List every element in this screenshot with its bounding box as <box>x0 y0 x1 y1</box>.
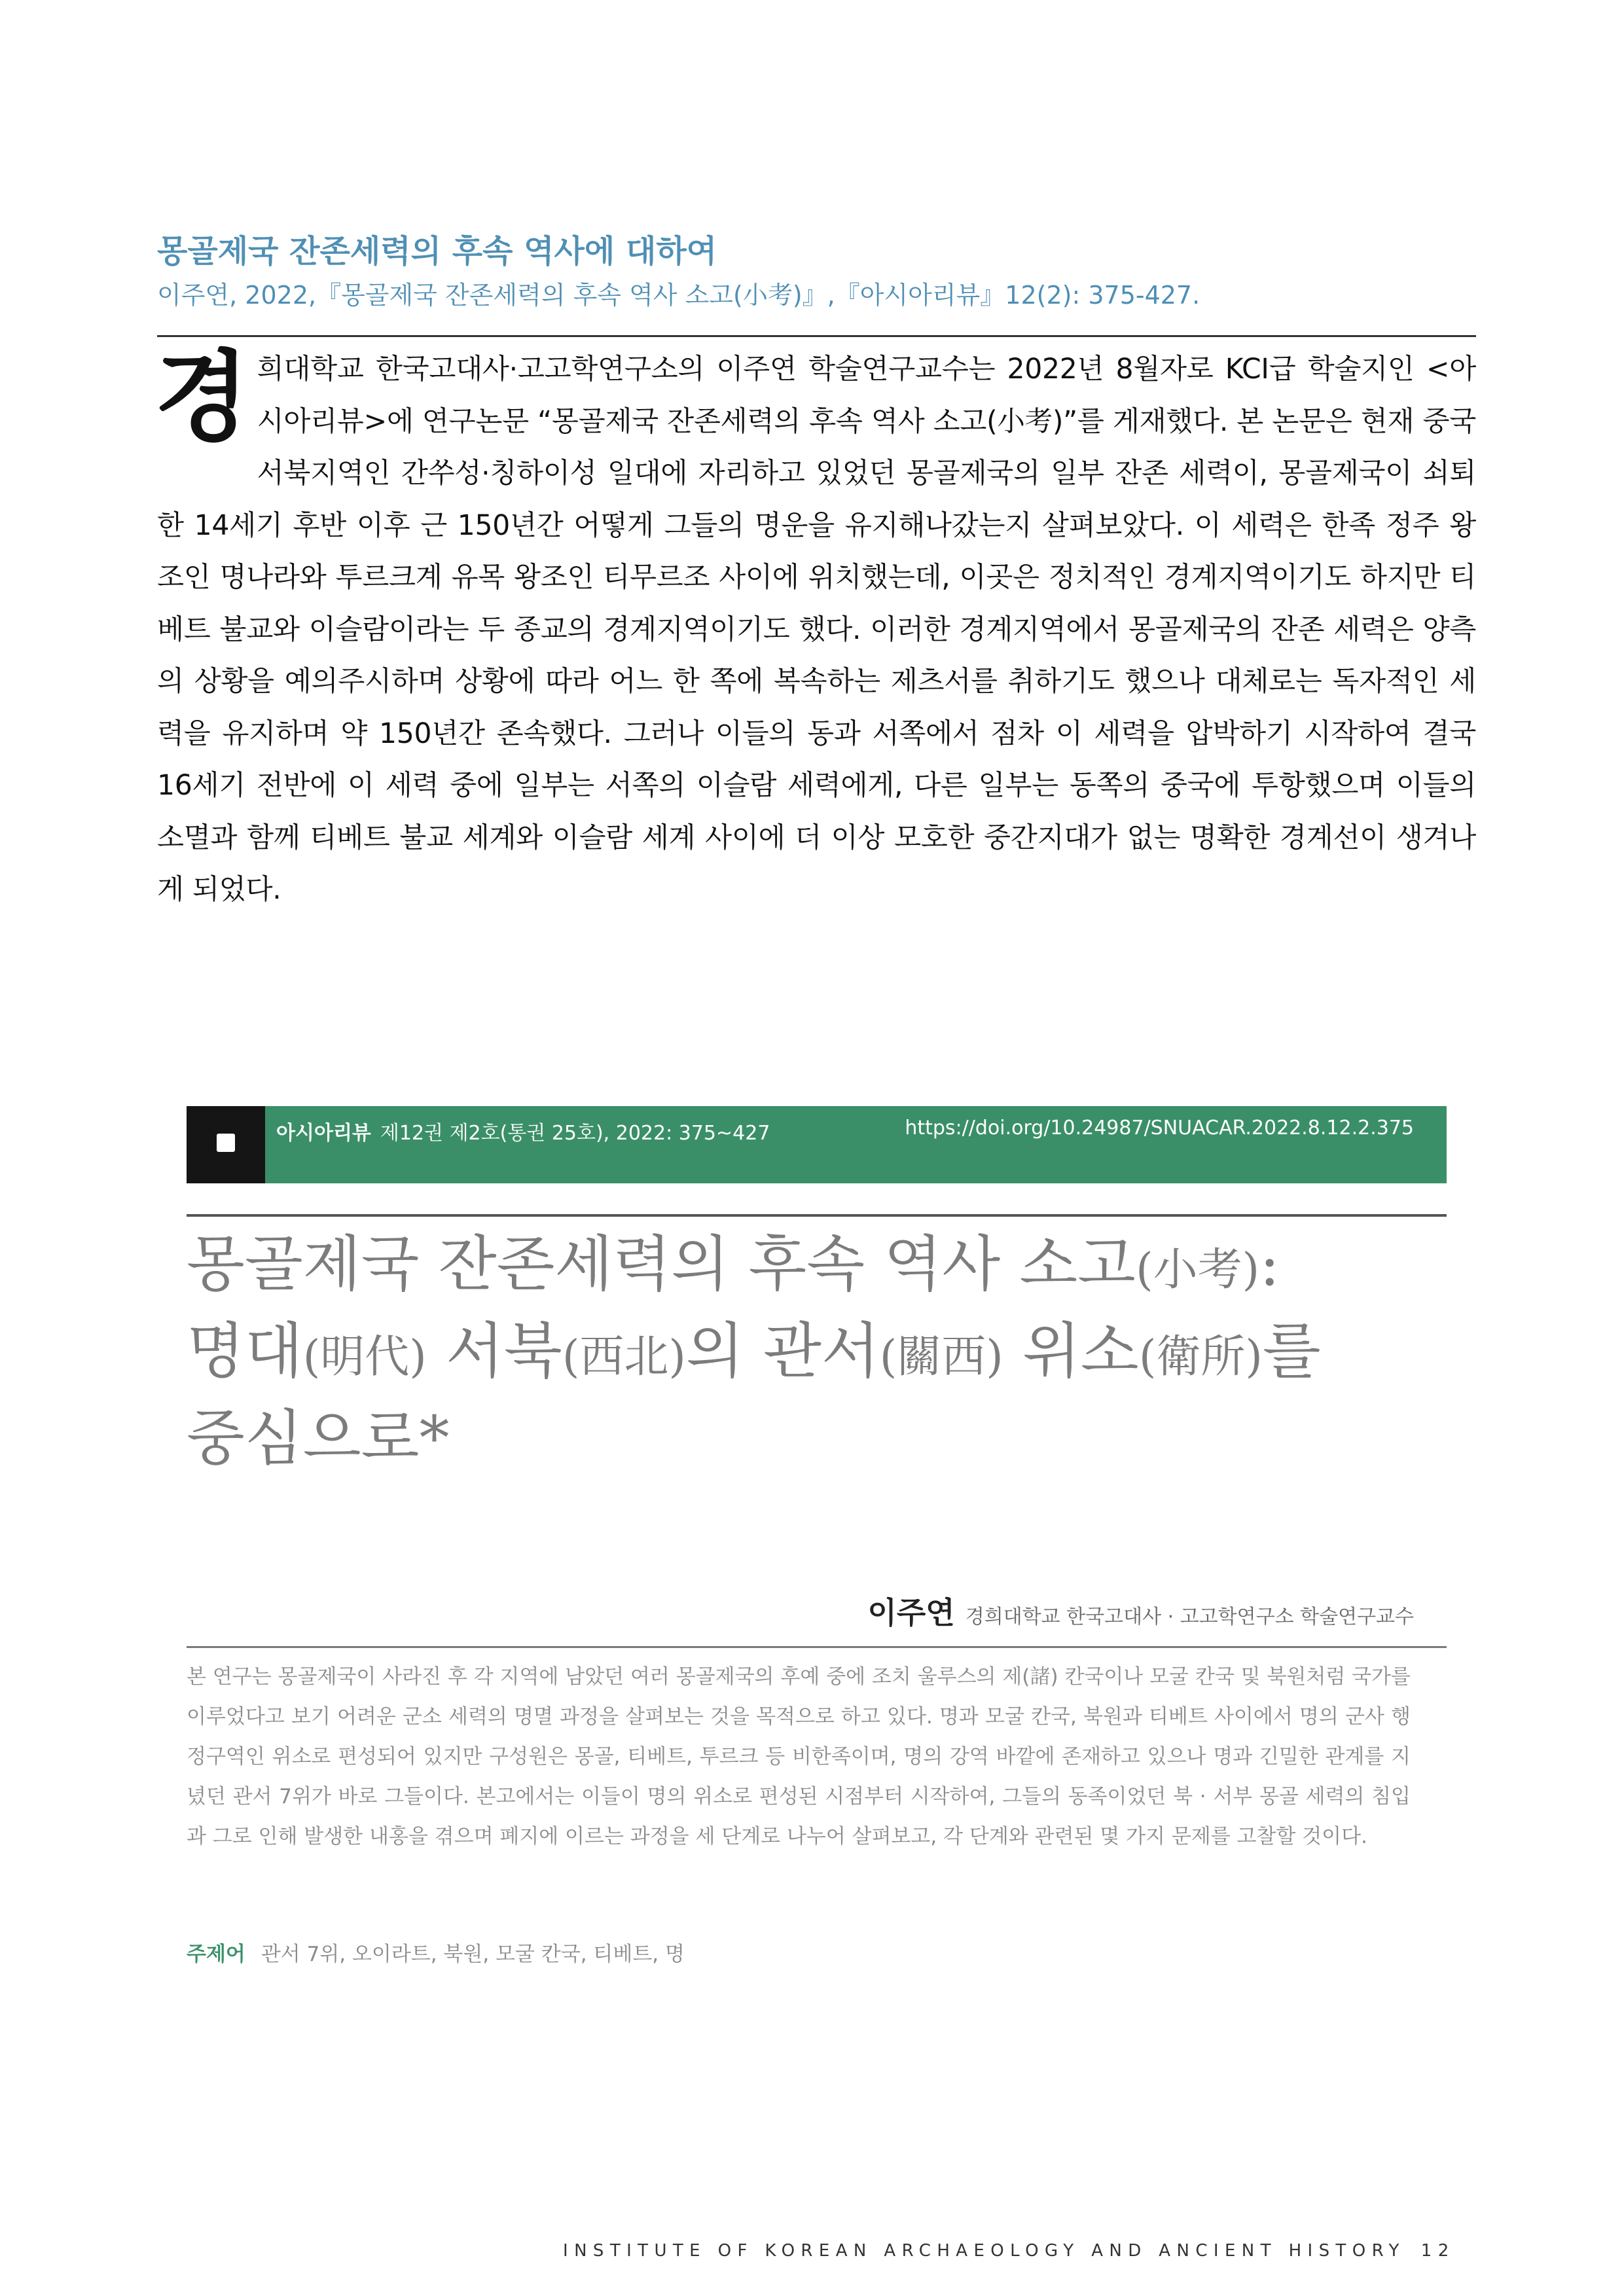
article-body <box>154 341 1476 916</box>
page-footer <box>563 2241 1479 2261</box>
paper-header-bar <box>187 1106 1447 1183</box>
paper-author: 이주연 <box>867 1595 955 1630</box>
title-divider <box>157 335 1476 337</box>
paper-title-text: 몽골제국 잔존세력의 후속 역사 소고 <box>187 1229 1136 1299</box>
page-number: 12 <box>1420 2241 1455 2261</box>
paper-first-page-image <box>187 1106 1447 2036</box>
paper-title-text: 를 <box>1262 1316 1321 1386</box>
drop-cap: 경 <box>154 341 249 455</box>
paper-abstract: 본 연구는 몽골제국이 사라진 후 각 지역에 남았던 여러 몽골제국의 후예 중에 조치 울루스의 제(諸) 칸국이나 모굴 칸국 및 북원처럼 국가를 이루었다고 보기 어려운 군소 세력의 명멸 과정을 살펴보는 것을 목적으로 하고 있다. 명과 모굴 칸국, 북원과 티베트 사이에서 명의 군사 행정구역인 위소로 편성되어 있지만 구성원은 몽골, 티베트, 투르크 등 비한족이며, 명의 강역 바깥에 존재하고 있으나 명과 긴밀한 관계를 지녔던 관서 7위가 바로 그들이다. 본고에서는 이들이 명의 위소로 편성된 시점부터 시작하여, 그들의 동족이었던 북 · 서부 몽골 세력의 침입과 그로 인해 발생한 내홍을 겪으며 폐지에 이르는 과정을 세 단계로 나누어 살펴보고, 각 단계와 관련된 몇 가지 문제를 고찰할 것이다. <box>187 1665 1411 1848</box>
paper-keywords-label: 주제어 <box>187 1943 245 1966</box>
square-icon <box>217 1134 235 1152</box>
paper-title-rule <box>187 1214 1447 1217</box>
paper-title-text: 명대 <box>187 1316 303 1386</box>
paper-affiliation: 경희대학교 한국고대사 · 고고학연구소 학술연구교수 <box>965 1605 1414 1628</box>
footer-institute: INSTITUTE OF KOREAN ARCHAEOLOGY AND ANCIENT HISTORY <box>563 2241 1405 2261</box>
article-body-text: 희대학교 한국고대사·고고학연구소의 이주연 학술연구교수는 2022년 8월자로 KCI급 학술지인 <아시아리뷰>에 연구논문 “몽골제국 잔존세력의 후속 역사 소고(小考)”를 게재했다. 본 논문은 현재 중국 서북지역인 간쑤성·칭하이성 일대에 자리하고 있었던 몽골제국의 일부 잔존 세력이, 몽골제국이 쇠퇴한 14세기 후반 이후 근 150년간 어떻게 그들의 명운을 유지해나갔는지 살펴보았다. 이 세력은 한족 정주 왕조인 명나라와 투르크계 유목 왕조인 티무르조 사이에 위치했는데, 이곳은 정치적인 경계지역이기도 하지만 티베트 불교와 이슬람이라는 두 종교의 경계지역이기도 했다. 이러한 경계지역에서 몽골제국의 잔존 세력은 양측의 상황을 예의주시하며 상황에 따라 어느 한 쪽에 복속하는 제츠서를 취하기도 했으나 대체로는 독자적인 세력을 유지하며 약 150년간 존속했다. 그러나 이들의 동과 서쪽에서 점차 이 세력을 압박하기 시작하여 결국 16세기 전반에 이 세력 중에 일부는 서쪽의 이슬람 세력에게, 다른 일부는 동쪽의 중국에 투항했으며 이들의 소멸과 함께 티베트 불교 세계와 이슬람 세계 사이에 더 이상 모호한 중간지대가 없는 명확한 경계선이 생겨나게 되었다. <box>157 353 1476 906</box>
paper-author-row <box>867 1589 1414 1632</box>
paper-keywords <box>187 1937 685 1967</box>
paper-doi: https://doi.org/10.24987/SNUACAR.2022.8.12.2.375 <box>905 1117 1414 1139</box>
paper-title-hanja: (明代) <box>302 1331 427 1383</box>
paper-title-hanja: (西北) <box>562 1331 686 1383</box>
paper-journal-info <box>276 1117 770 1145</box>
article-title: 몽골제국 잔존세력의 후속 역사에 대하여 <box>157 233 717 270</box>
paper-title-text: 의 관서 <box>685 1316 880 1386</box>
paper-journal-name: 아시아리뷰 <box>276 1122 371 1145</box>
paper-title-text: 서북 <box>426 1316 562 1386</box>
paper-title-text: 위소 <box>1003 1316 1139 1386</box>
paper-header-block <box>187 1106 265 1183</box>
paper-title-line-3: 중심으로* <box>187 1403 450 1473</box>
paper-volume: 제12권 제2호(통권 25호), 2022: 375~427 <box>380 1122 770 1145</box>
paper-keywords-list: 관서 7위, 오이라트, 북원, 모굴 칸국, 티베트, 명 <box>261 1943 685 1966</box>
paper-title <box>187 1224 1447 1479</box>
paper-title-line-2 <box>187 1311 1447 1398</box>
paper-abstract-rule <box>187 1646 1447 1648</box>
paper-title-hanja: (小考) <box>1136 1244 1260 1296</box>
paper-title-colon: : <box>1259 1229 1280 1299</box>
paper-title-line-1 <box>187 1224 1447 1311</box>
paper-title-hanja: (衛所) <box>1138 1331 1263 1383</box>
article-citation: 이주연, 2022,『몽골제국 잔존세력의 후속 역사 소고(小考)』,『아시아리뷰』12(2): 375-427. <box>157 281 1200 310</box>
paper-title-hanja: (關西) <box>879 1331 1003 1383</box>
